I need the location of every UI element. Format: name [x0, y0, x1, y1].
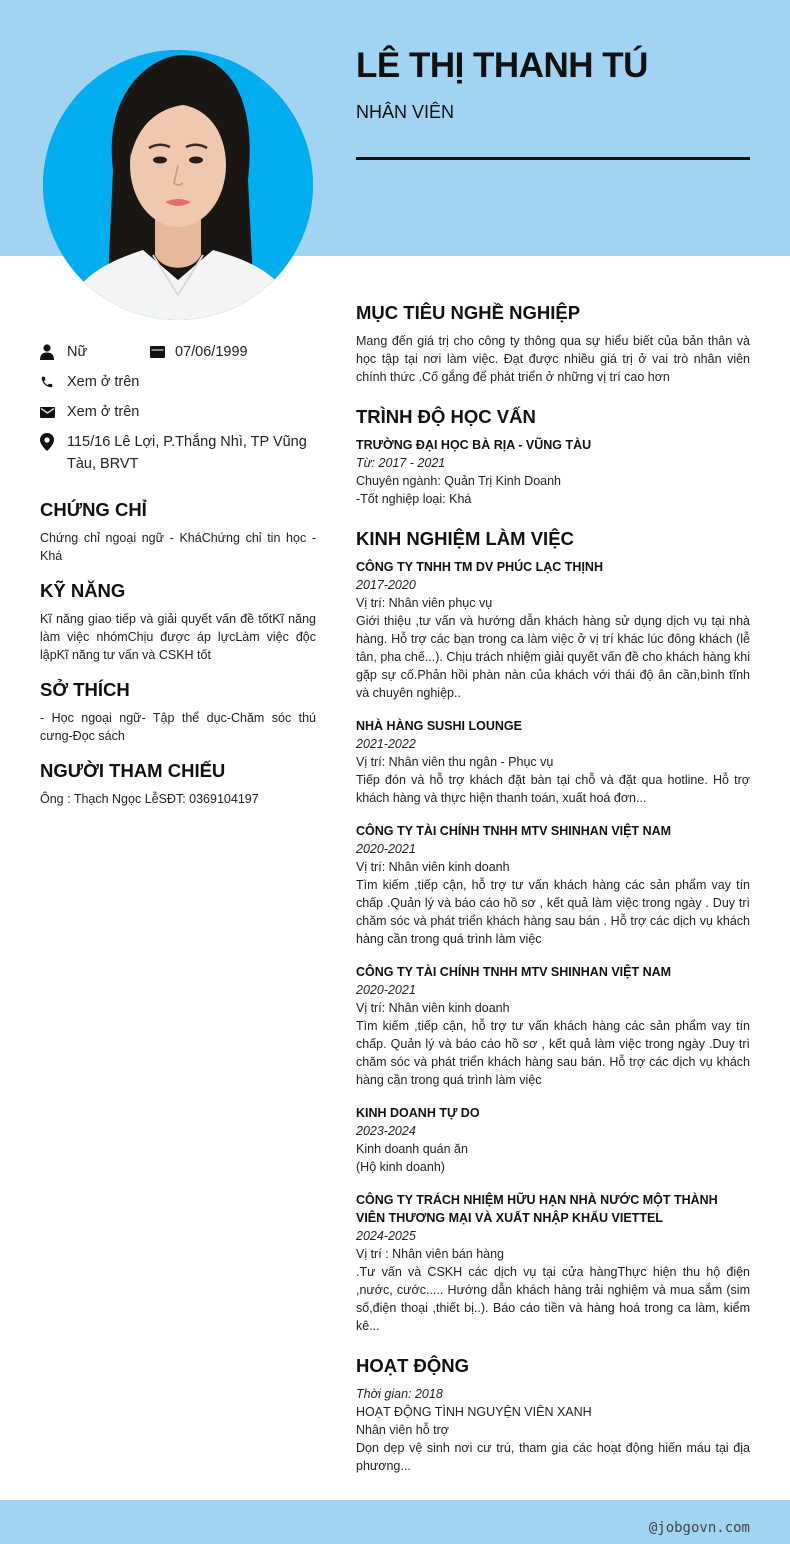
location-pin-icon: [40, 431, 67, 453]
mail-icon: [40, 401, 67, 423]
education-section: [356, 406, 750, 508]
experience-org: CÔNG TY TRÁCH NHIỆM HỮU HẠN NHÀ NƯỚC MỘT THÀNH VIÊN THƯƠNG MẠI VÀ XUẤT NHẬP KHẨU VIETTEL: [356, 1193, 718, 1225]
experience-item: [356, 558, 750, 702]
calendar-icon: [150, 341, 175, 363]
contact-gender: [40, 341, 87, 363]
objective-section: [356, 302, 750, 386]
phone-icon: [40, 371, 67, 393]
objective-title: MỤC TIÊU NGHỀ NGHIỆP: [356, 302, 581, 323]
certificates-title: CHỨNG CHỈ: [40, 499, 147, 520]
experience-org: KINH DOANH TỰ DO: [356, 1106, 480, 1120]
experience-item: [356, 963, 750, 1089]
references-body: Ông : Thạch Ngọc LễSĐT: 0369104197: [40, 792, 259, 806]
activity-desc: Dọn dẹp vệ sinh nơi cư trú, tham gia các hoạt động hiến máu tại địa phương...: [356, 1441, 750, 1473]
activity-role: Nhân viên hỗ trợ: [356, 1423, 449, 1437]
hobbies-title: SỞ THÍCH: [40, 679, 130, 700]
experience-period: 2021-2022: [356, 737, 416, 751]
candidate-role: NHÂN VIÊN: [356, 102, 455, 122]
education-major: Chuyên ngành: Quản Trị Kinh Doanh: [356, 474, 561, 488]
experience-section: [356, 528, 750, 1350]
experience-org: CÔNG TY TÀI CHÍNH TNHH MTV SHINHAN VIỆT NAM: [356, 824, 672, 838]
education-grade: -Tốt nghiệp loại: Khá: [356, 492, 472, 506]
experience-period: 2020-2021: [356, 842, 416, 856]
experience-position: Kinh doanh quán ăn: [356, 1142, 468, 1156]
activity-period: Thời gian: 2018: [356, 1387, 443, 1401]
profile-photo: [43, 50, 313, 320]
activities-section: [356, 1355, 750, 1475]
experience-desc: Tìm kiếm ,tiếp cận, hỗ trợ tư vấn khách hàng các sản phẩm vay tín chấp .Quản lý và báo cáo hồ sơ , kết quả làm việc trong ngày . Duy trì chăm sóc và phát triển khách hàng sau bán . Hỗ trợ các dịch vụ khách hàng cần trong quá trình làm việc: [356, 878, 750, 946]
experience-position: Vị trí: Nhân viên thu ngân - Phục vụ: [356, 755, 554, 769]
experience-item: [356, 717, 750, 807]
experience-desc: Giới thiệu ,tư vấn và hướng dẫn khách hàng sử dụng dịch vụ tại nhà hàng. Hỗ trợ các bạn trong ca làm việc ở vị trí khác lúc đông khách (lễ tân, pha chế...). Chịu trách nhiệm giải quyết vấn đề cho khách hàng khi gặp sự cố.Phản hồi phàn nàn của khách với thái độ ân cần,bình tĩnh và chuyên nghiệp..: [356, 614, 750, 700]
experience-period: 2017-2020: [356, 578, 416, 592]
footer-watermark: @jobgovn.com: [648, 1520, 750, 1536]
experience-org: NHÀ HÀNG SUSHI LOUNGE: [356, 719, 522, 733]
skills-title: KỸ NĂNG: [40, 580, 126, 601]
header-divider: [356, 157, 750, 160]
gender-text: Nữ: [67, 344, 88, 360]
experience-desc: Tìm kiếm ,tiếp cận, hỗ trợ tư vấn khách hàng các sản phẩm vay tín chấp. Quản lý và báo cáo hồ sơ , kết quả làm việc trong ngày .Duy trì chăm sóc và phát triển khách hàng sau bán. Hỗ trợ các dịch vụ khách hàng cần trong quá trình làm việc: [356, 1019, 750, 1087]
experience-desc: (Hộ kinh doanh): [356, 1160, 445, 1174]
education-period: Từ: 2017 - 2021: [356, 456, 446, 470]
contact-birthdate: [150, 341, 248, 363]
experience-item: [356, 1104, 750, 1176]
hobbies-body: - Học ngoại ngữ- Tập thể dục-Chăm sóc thú cưng-Đọc sách: [40, 711, 316, 743]
experience-period: 2023-2024: [356, 1124, 416, 1138]
person-icon: [40, 341, 67, 363]
experience-desc: .Tư vấn và CSKH các dịch vụ tại cửa hàngThực hiện thu hộ điện ,nước, cước..... Hướng dẫn khách hàng trải nghiệm và mua sắm (sim số,điện thoại ,thiết bị..). Báo cáo tiền và hàng hoá trong ca làm, kiểm kê...: [356, 1265, 750, 1333]
skills-body: Kĩ năng giao tiếp và giải quyết vấn đề tốtKĩ năng làm việc nhómChịu được áp lựcLàm việc độc lậpKĩ năng tư vấn và CSKH tốt: [40, 612, 316, 662]
contact-address: [40, 431, 316, 475]
phone-text: Xem ở trên: [67, 374, 140, 390]
certificates-section: [40, 499, 316, 565]
experience-period: 2024-2025: [356, 1229, 416, 1243]
experience-desc: Tiếp đón và hỗ trợ khách đặt bàn tại chỗ và đặt qua hotline. Hỗ trợ khách hàng và thực hiện thanh toán, xuất hoá đơn...: [356, 773, 750, 805]
experience-title: KINH NGHIỆM LÀM VIỆC: [356, 528, 574, 549]
education-school: TRƯỜNG ĐẠI HỌC BÀ RỊA - VŨNG TÀU: [356, 438, 592, 452]
certificates-body: Chứng chỉ ngoại ngữ - KháChứng chỉ tin học - Khá: [40, 531, 316, 563]
experience-position: Vị trí: Nhân viên kinh doanh: [356, 1001, 510, 1015]
experience-org: CÔNG TY TNHH TM DV PHÚC LẠC THỊNH: [356, 560, 603, 574]
contact-phone: [40, 371, 139, 393]
experience-position: Vị trí : Nhân viên bán hàng: [356, 1247, 505, 1261]
hobbies-section: [40, 679, 316, 745]
experience-item: [356, 1191, 750, 1335]
objective-body: Mang đến giá trị cho công ty thông qua sự hiểu biết của bản thân và học tập tại nơi làm việc. Đạt được nhiều giá trị ở vai trò nhân viên chính thức .Cố gắng để phát triển ở những vị trí cao hơn: [356, 334, 750, 384]
experience-position: Vị trí: Nhân viên kinh doanh: [356, 860, 510, 874]
candidate-name: LÊ THỊ THANH TÚ: [356, 46, 648, 85]
references-title: NGƯỜI THAM CHIẾU: [40, 760, 226, 781]
experience-period: 2020-2021: [356, 983, 416, 997]
experience-position: Vị trí: Nhân viên phục vụ: [356, 596, 493, 610]
birthdate-text: 07/06/1999: [175, 344, 248, 360]
email-text: Xem ở trên: [67, 404, 140, 420]
references-section: [40, 760, 316, 808]
address-text: 115/16 Lê Lợi, P.Thắng Nhì, TP Vũng Tàu, BRVT: [67, 434, 307, 472]
experience-item: [356, 822, 750, 948]
activity-name: HOẠT ĐỘNG TÌNH NGUYỆN VIÊN XANH: [356, 1405, 592, 1419]
experience-org: CÔNG TY TÀI CHÍNH TNHH MTV SHINHAN VIỆT NAM: [356, 965, 672, 979]
skills-section: [40, 580, 316, 664]
activities-title: HOẠT ĐỘNG: [356, 1355, 470, 1376]
education-title: TRÌNH ĐỘ HỌC VẤN: [356, 406, 536, 427]
contact-email: [40, 401, 139, 423]
